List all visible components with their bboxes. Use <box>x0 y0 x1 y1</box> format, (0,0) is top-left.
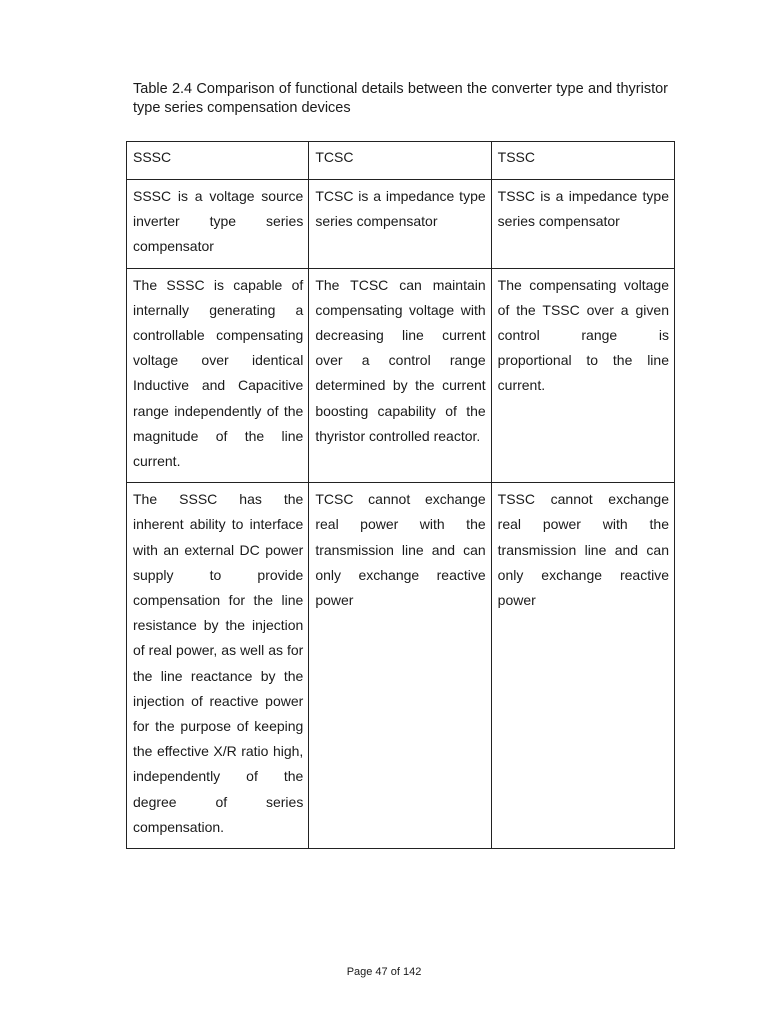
table-cell: The SSSC is capable of internally generating a controllable compensating voltage over identical Inductive and Capacitive range independently of the magnitude of the line current. <box>127 268 309 483</box>
table-cell: SSSC is a voltage source inverter type series compensator <box>127 180 309 269</box>
comparison-table <box>126 141 675 849</box>
table-caption: Table 2.4 Comparison of functional details between the converter type and thyristor type series compensation devices <box>133 81 668 116</box>
page-number: Page 47 of 142 <box>346 966 422 978</box>
table-row <box>127 268 675 483</box>
table-cell: The SSSC has the inherent ability to interface with an external DC power supply to provide compensation for the line resistance by the injection of real power, as well as for the line reactance by the injection of reactive power for the purpose of keeping the effective X/R ratio high, independently of the degree of series compensation. <box>127 483 309 849</box>
table-cell: The compensating voltage of the TSSC over a given control range is proportional to the line current. <box>491 268 674 483</box>
header-cell-tcsc: TCSC <box>309 142 491 180</box>
table-header-row <box>127 142 675 180</box>
table-cell: TSSC cannot exchange real power with the transmission line and can only exchange reactive power <box>491 483 674 849</box>
table-row <box>127 483 675 849</box>
table-row <box>127 180 675 269</box>
header-cell-tssc: TSSC <box>491 142 674 180</box>
table-cell: TCSC is a impedance type series compensator <box>309 180 491 269</box>
table-cell: TSSC is a impedance type series compensator <box>491 180 674 269</box>
header-cell-sssc: SSSC <box>127 142 309 180</box>
table-cell: The TCSC can maintain compensating voltage with decreasing line current over a control range determined by the current boosting capability of the thyristor controlled reactor. <box>309 268 491 483</box>
table-cell: TCSC cannot exchange real power with the transmission line and can only exchange reactive power <box>309 483 491 849</box>
